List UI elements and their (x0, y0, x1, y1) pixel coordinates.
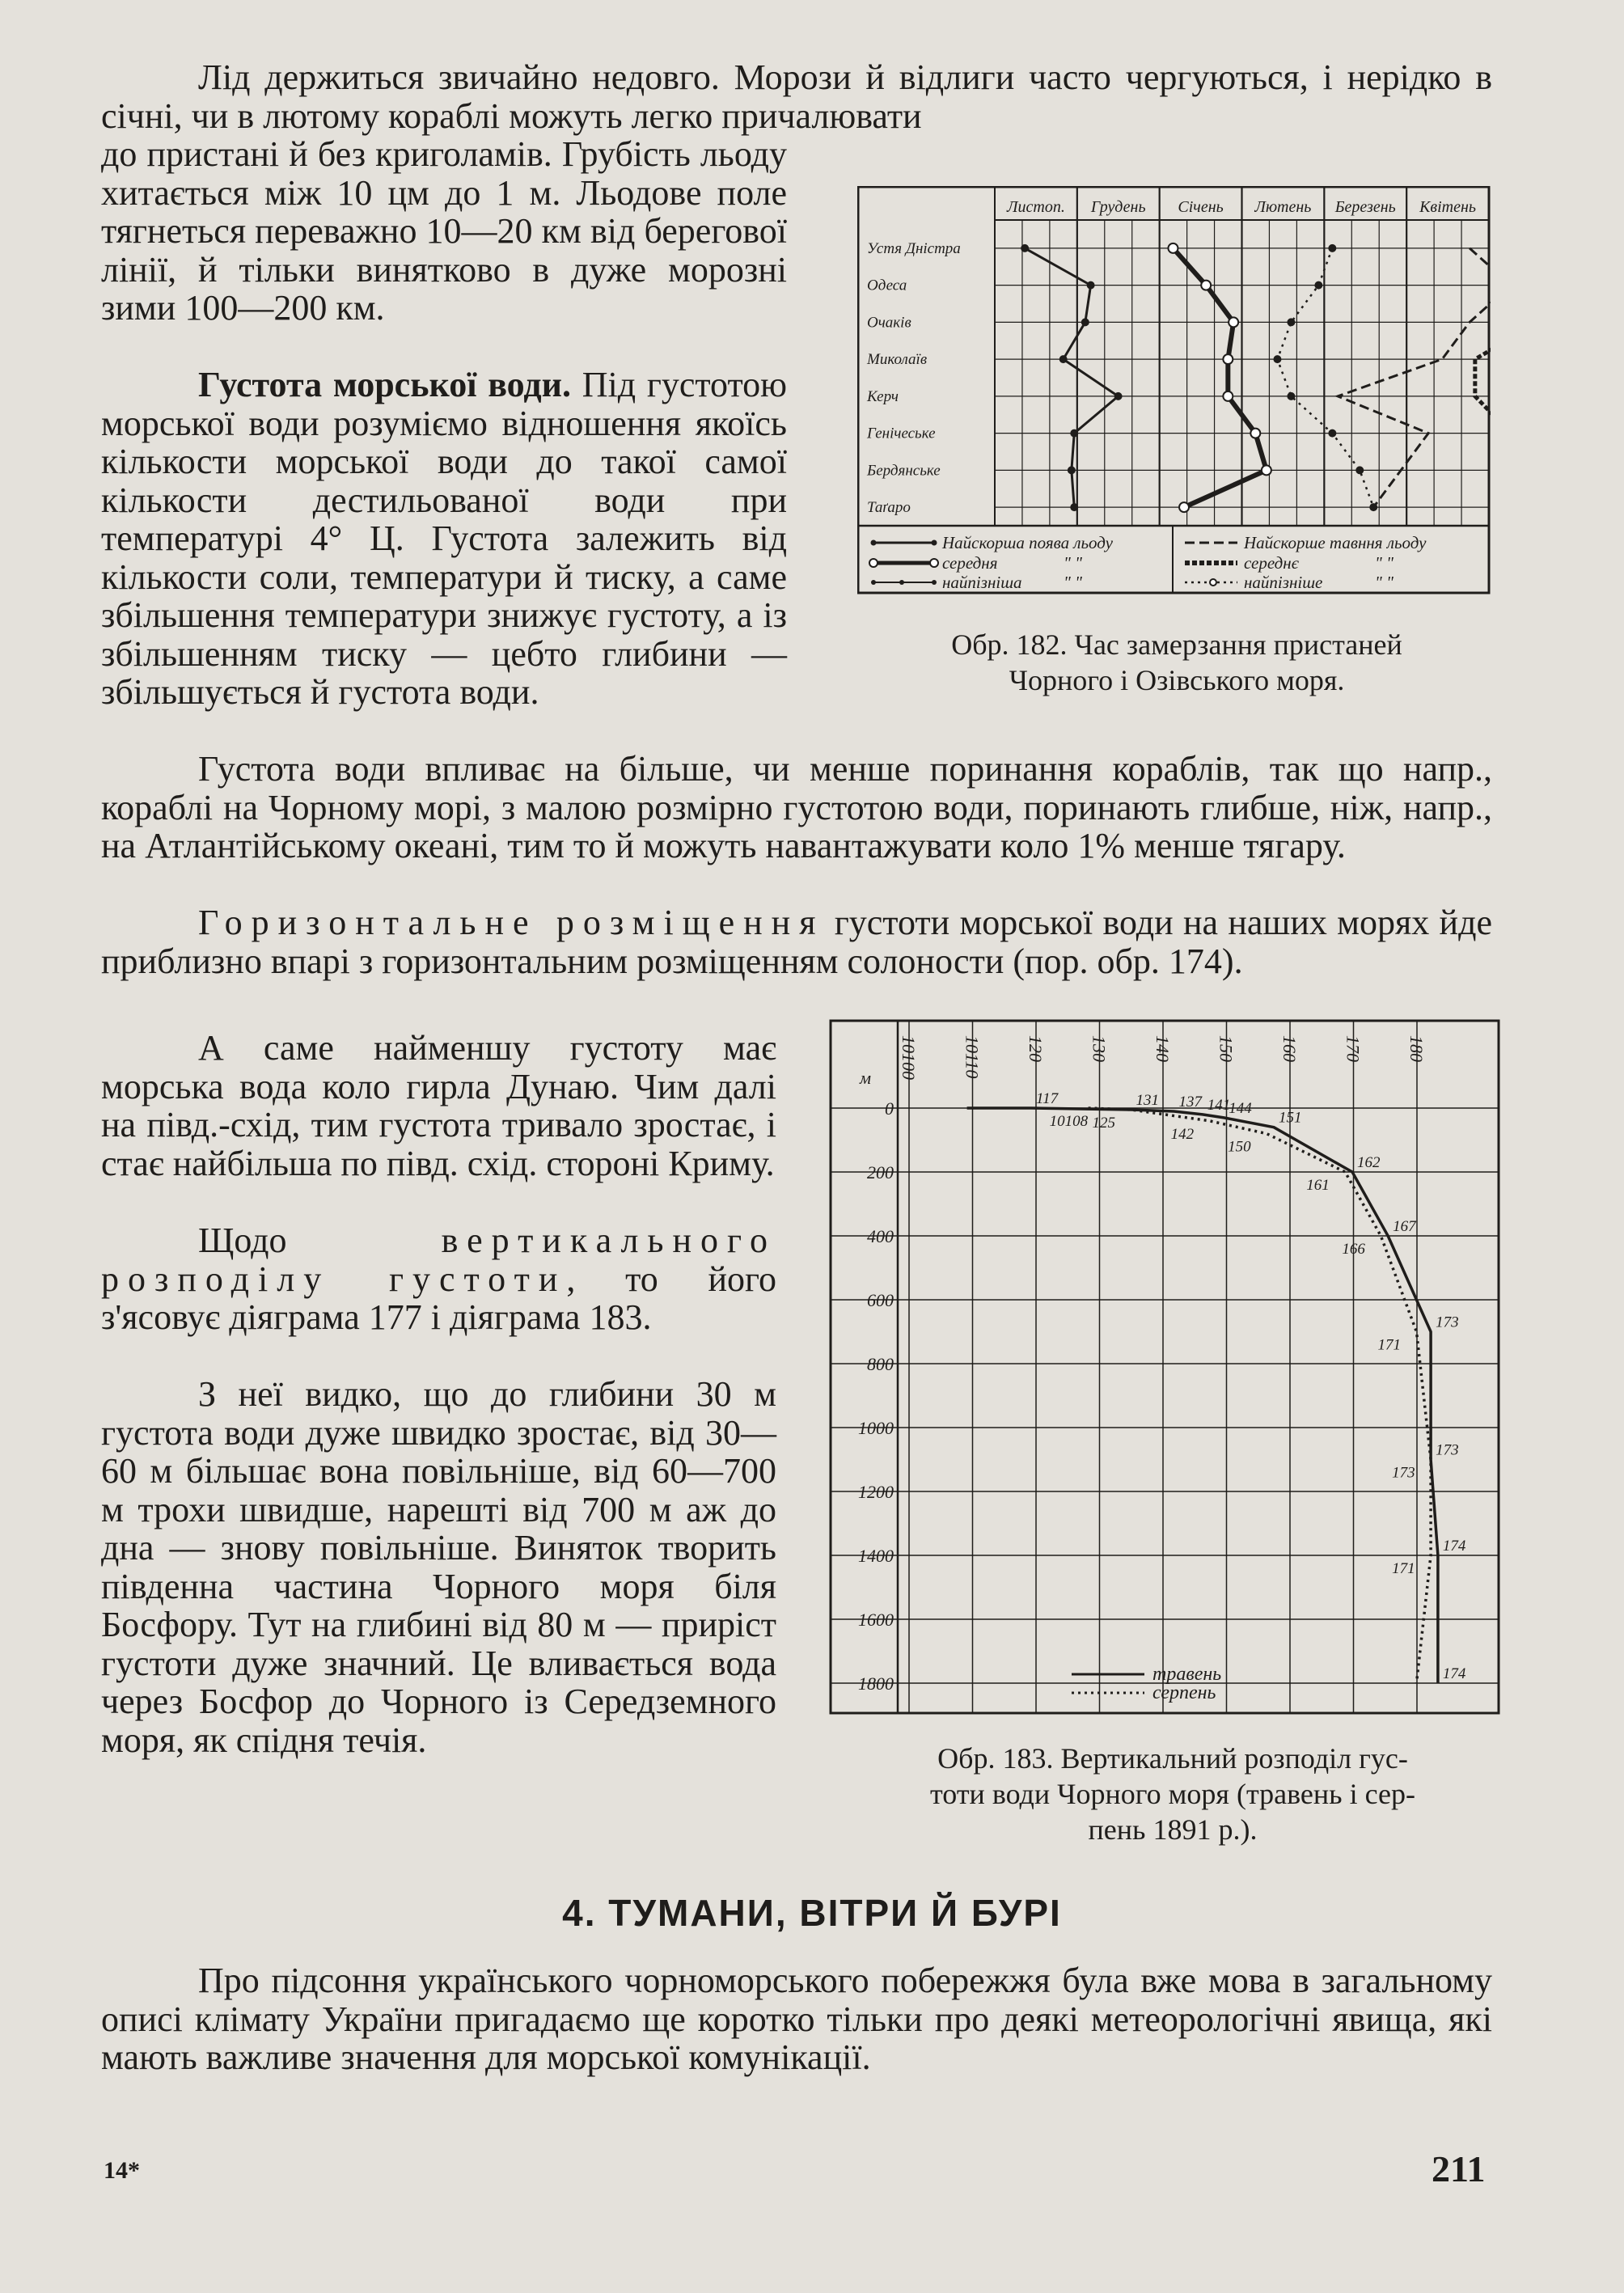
legend-august: серпень (1152, 1682, 1216, 1703)
freeze-legend (869, 533, 1427, 592)
port-label: Устя Дністра (867, 239, 961, 257)
may-value-label: 131 (1136, 1091, 1160, 1109)
legend-ditto-3: " " (1375, 553, 1394, 573)
density-line-may (967, 1108, 1438, 1683)
vertical-density-chart (829, 1019, 1500, 1715)
vertical-distribution-body: , то його з'ясовує діяграма 177 і діяграма 183. (101, 1259, 776, 1337)
freeze-point (1329, 245, 1335, 252)
freeze-point (1088, 282, 1094, 289)
port-label: Одеса (867, 277, 907, 294)
paragraph-horizontal-distribution (101, 903, 1492, 980)
freeze-point (1250, 429, 1260, 438)
august-value-label: 173 (1392, 1464, 1415, 1482)
august-value-label: 142 (1170, 1125, 1195, 1143)
month-label: Грудень (1090, 198, 1146, 216)
august-value-label: 171 (1377, 1336, 1401, 1354)
depth-tick-label: 1400 (858, 1546, 894, 1566)
density-line-august (1089, 1108, 1432, 1683)
vertical-distribution-pre: Щодо (198, 1221, 442, 1260)
depth-tick-label: 1800 (858, 1673, 894, 1694)
legend-thaw-latest: Найскорше тавння льоду (1244, 533, 1427, 552)
horizontal-distribution-body: густоти морської води на наших морях йде приблизно впарі з горизонтальним розміщенням солоности (пор. обр. 174). (101, 903, 1492, 981)
port-label: Миколаїв (867, 351, 928, 369)
figure-183-caption-line2: тоти води Чорного моря (травень і сер- (930, 1778, 1415, 1810)
freeze-point (1356, 467, 1363, 473)
august-value-label: 150 (1228, 1138, 1251, 1156)
legend-thaw-mid: середнє (1244, 553, 1299, 573)
density-tick-label: 170 (1343, 1035, 1364, 1062)
freeze-point (1288, 319, 1294, 325)
freeze-point (1201, 281, 1211, 290)
figure-183-caption-line3: пень 1891 р.). (1088, 1813, 1258, 1846)
port-label: Очаків (867, 314, 911, 332)
depth-tick-label: 200 (867, 1162, 894, 1182)
legend-may: травень (1152, 1664, 1222, 1685)
may-value-label: 117 (1035, 1090, 1059, 1107)
freeze-time-chart (857, 186, 1491, 594)
port-label: Керч (867, 387, 899, 405)
freeze-point (1168, 243, 1178, 253)
freeze-point (1223, 354, 1233, 364)
may-value-label: 162 (1357, 1154, 1381, 1171)
may-value-label: 173 (1436, 1314, 1459, 1331)
figure-183-caption-line1: Обр. 183. Вертикальний розподіл гус- (937, 1742, 1408, 1775)
paragraph-depth-growth: З неї видко, що до глибини 30 м густота води дуже швидко зростає, від 30—60 м більшає вона повільніше, від 60—700 м трохи швидше, нарешті від 700 м аж до дна — знову повільніше. Виняток творить південна частина Чорного моря біля Босфору. Тут на глибині від 80 м — приріст густоти дуже значний. Це вливається вода через Босфор до Чорного із Середземного моря, як спідня течія. (101, 1374, 776, 1760)
freeze-point (1082, 319, 1089, 325)
depth-tick-label: 0 (885, 1098, 894, 1119)
august-value-label: 125 (1092, 1114, 1116, 1132)
month-label: Лютень (1254, 198, 1312, 216)
depth-tick-label: 600 (867, 1290, 894, 1310)
legend-ditto-2: " " (1064, 573, 1082, 592)
month-label: Листоп. (1006, 198, 1065, 216)
freeze-point (1071, 504, 1077, 510)
may-value-label: 144 (1229, 1099, 1252, 1117)
freeze-point (1115, 393, 1122, 400)
paragraph-climate: Про підсоння українського чорноморського побережжя була вже мова в загальному описі клімату України пригадаємо ще коротко тільки про деякі метеорологічні явища, які мають важливе значення для морської комунікації. (101, 1961, 1492, 2077)
section-heading: 4. ТУМАНИ, ВІТРИ Й БУРІ (562, 1892, 1062, 1934)
freeze-point (1315, 282, 1322, 289)
may-value-label: 173 (1436, 1441, 1459, 1459)
may-value-label: 174 (1442, 1665, 1466, 1682)
density-tick-label: 180 (1406, 1035, 1427, 1062)
depth-tick-label: 400 (867, 1226, 894, 1246)
port-label: Таґаро (867, 499, 911, 517)
port-label: Генічеське (867, 425, 936, 442)
depth-tick-label: 1200 (858, 1482, 894, 1502)
august-value-label: 161 (1306, 1177, 1330, 1194)
vertical-distribution-term: вертикального розподілу густоти (101, 1221, 776, 1299)
month-label: Березень (1334, 198, 1396, 216)
density-tick-label: 10110 (962, 1035, 983, 1079)
depth-tick-label: 800 (867, 1354, 894, 1374)
depth-tick-label: 1600 (858, 1610, 894, 1630)
freeze-point (1329, 430, 1335, 437)
paragraph-sea-density (101, 366, 787, 712)
density-tick-label: 140 (1152, 1035, 1173, 1062)
depth-tick-label: 1000 (858, 1418, 894, 1438)
port-label: Бердянське (867, 462, 941, 480)
figure-182-caption (849, 627, 1504, 698)
legend-freeze-earliest: найпізніша (942, 573, 1022, 592)
month-label: Квітень (1419, 198, 1477, 216)
figure-182-caption-line2: Чорного і Озівського моря. (1009, 664, 1345, 696)
freeze-point (1071, 430, 1077, 437)
august-value-label: 166 (1342, 1241, 1365, 1258)
legend-ditto-4: " " (1375, 573, 1394, 592)
legend-thaw-earliest: найпізніше (1244, 573, 1323, 592)
legend-freeze-mid: середня (942, 553, 998, 573)
density-body: Під густотою морської води розуміємо відношення якоїсь кількости морської води до такої самої кількости дестильованої води при температурі 4° Ц. Густота залежить від кількости соли, температури й тиску, а саме збільшення температури знижує густоту, а із збільшенням тиску — цебто глибини — збільшується й густота води. (101, 365, 787, 712)
density-tick-label: 10100 (899, 1035, 919, 1080)
august-value-label: 171 (1392, 1560, 1415, 1577)
paragraph-lowest-density: А саме найменшу густоту має морська вода коло гирла Дунаю. Чим далі на півд.-схід, тим густота тривало зростає, і стає найбільша по півд. схід. стороні Криму. (101, 1028, 776, 1183)
signature-mark: 14* (104, 2157, 140, 2184)
may-value-label: 167 (1393, 1218, 1416, 1235)
august-value-label: 10108 (1049, 1113, 1089, 1130)
may-value-label: 141 (1207, 1096, 1231, 1114)
figure-183-caption (841, 1741, 1504, 1847)
horizontal-distribution-term: Горизонтальне розміщення (198, 903, 825, 942)
paragraph-ice-intro: Лід держиться звичайно недовго. Морози й відлиги часто чергуються, і нерідко в січні, чи в лютому кораблі можуть легко причалювати (101, 57, 1492, 136)
density-heading: Густота морської води. (198, 365, 571, 404)
freeze-point (1223, 391, 1233, 401)
paragraph-ice-thickness: до пристані й без криголамів. Грубість льоду хитається між 10 цм до 1 м. Льодове поле тягнеться переважно 10—20 км від берегової лінії, й тільки винятково в дуже морозні зими 100—200 км. (101, 134, 787, 328)
freeze-point (1288, 393, 1294, 400)
density-tick-label: 150 (1216, 1035, 1237, 1062)
density-tick-label: 120 (1026, 1035, 1046, 1062)
freeze-point (1274, 356, 1280, 362)
paragraph-vertical-distribution (101, 1221, 776, 1337)
may-value-label: 151 (1278, 1109, 1302, 1127)
may-value-label: 137 (1178, 1093, 1202, 1111)
depth-unit-label: м (860, 1068, 872, 1088)
figure-182-caption-line1: Обр. 182. Час замерзання пристаней (951, 628, 1402, 661)
month-label: Січень (1178, 198, 1224, 216)
may-value-label: 174 (1442, 1538, 1466, 1555)
freeze-point (1021, 245, 1028, 252)
freeze-point (1068, 467, 1075, 473)
freeze-point (1229, 317, 1238, 327)
density-tick-label: 130 (1089, 1035, 1110, 1062)
legend-ditto-1: " " (1064, 553, 1082, 573)
legend-freeze-latest: Найскорша поява льоду (942, 533, 1113, 552)
paragraph-ship-draft: Густота води впливає на більше, чи менше поринання кораблів, так що напр., кораблі на Чорному морі, з малою розмірно густотою води, поринають глибше, ніж, напр., на Атлантійському океані, тим то й можуть навантажувати коло 1% менше тягару. (101, 749, 1492, 865)
page-number: 211 (1432, 2148, 1486, 2189)
freeze-point (1060, 356, 1067, 362)
freeze-point (1262, 465, 1271, 475)
density-tick-label: 160 (1279, 1035, 1300, 1062)
freeze-point (1179, 502, 1189, 512)
